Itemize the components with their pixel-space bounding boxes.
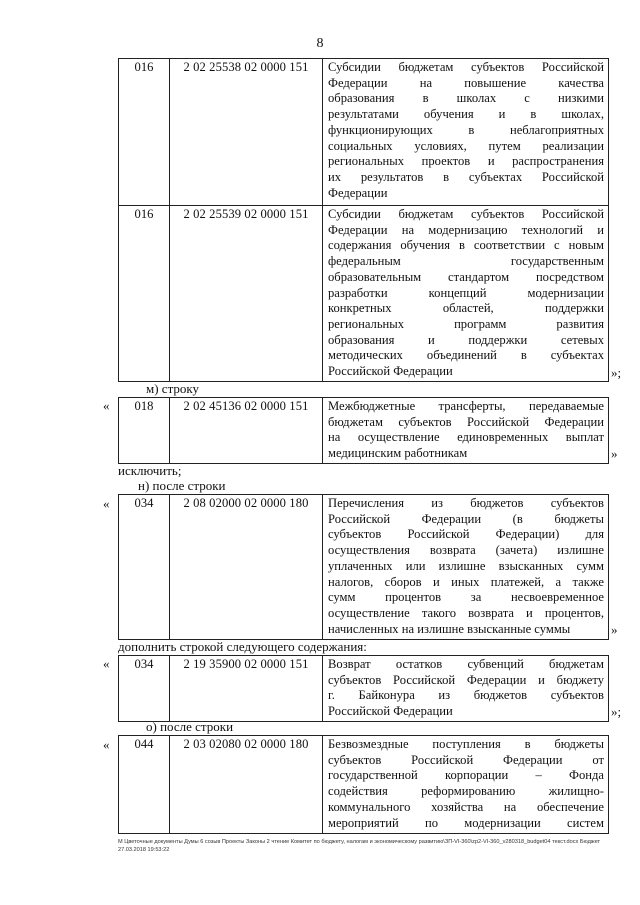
desc-line: их результатов в субъектах Российской: [328, 169, 604, 184]
closing-quote: »: [611, 446, 618, 461]
row-description: [323, 398, 609, 464]
opening-quote: «: [103, 496, 110, 511]
row-description: [323, 656, 609, 722]
desc-line: Субсидии бюджетам субъектов Российской: [328, 60, 604, 74]
row-code: 034: [119, 495, 170, 640]
desc-line: субъектов Российской Федерации) для: [328, 527, 604, 542]
table-row: [118, 58, 609, 382]
desc-line: субъектов Российской Федерации от: [328, 752, 604, 767]
row-code: 016: [119, 59, 170, 206]
page-number: 8: [316, 36, 324, 51]
row-code: 044: [119, 736, 170, 834]
desc-line: содержания обучения в соответствии с новым: [328, 238, 604, 253]
row-kbk: 2 02 25538 02 0000 151: [170, 59, 323, 206]
desc-line: Перечисления из бюджетов субъектов: [328, 496, 604, 510]
desc-line: налогов, сборов и иных платежей, а также: [328, 574, 604, 589]
desc-line: осуществление такого возврата и процентов,: [328, 605, 604, 620]
desc-line: мероприятий по модернизации систем: [328, 815, 604, 830]
table-row: [118, 397, 609, 464]
footer-file-path: М Цветочные документы Думы 6 созыв Проекты Законы 2 чтение Комитет по бюджету, налогам и экономическому развитию\ЗП-VI-360\zp2-VI-360_v280318_budget04 текст.docx Бюджет 27.03.2018 19:53:22: [118, 839, 601, 853]
desc-line: Российской Федерации (в бюджеты: [328, 511, 604, 526]
row-kbk: 2 19 35900 02 0000 151: [170, 656, 323, 722]
desc-line: государственной корпорации – Фонда: [328, 768, 604, 783]
row-code: 016: [119, 206, 170, 382]
desc-line: региональных программ развития: [328, 316, 604, 331]
desc-line: конкретных областей, поддержки: [328, 301, 604, 316]
desc-line: функционирующих в неблагоприятных: [328, 122, 604, 137]
desc-line: Российской Федерации: [328, 704, 453, 719]
opening-quote: «: [103, 737, 110, 752]
desc-line: Субсидии бюджетам субъектов Российской: [328, 207, 604, 221]
desc-line: методических объединений в субъектах: [328, 348, 604, 363]
instruction-add: дополнить строкой следующего содержания:: [118, 639, 367, 654]
desc-line: содействия реформированию жилищно-: [328, 784, 604, 799]
desc-line: Возврат остатков субвенций бюджетам: [328, 657, 604, 671]
desc-line: образования в школах с низкими: [328, 91, 604, 106]
row-description: [323, 59, 609, 206]
desc-line: региональных проектов и распространения: [328, 154, 604, 169]
desc-line: Федерации на повышение качества: [328, 75, 604, 90]
instruction-m: м) строку: [146, 381, 200, 396]
desc-line: медицинским работникам: [328, 446, 468, 461]
desc-line: социальных условиях, путем реализации: [328, 138, 604, 153]
table-row: [118, 655, 609, 722]
row-kbk: 2 03 02080 02 0000 180: [170, 736, 323, 834]
desc-line: сумм процентов за несвоевременное: [328, 590, 604, 605]
row-description: [323, 495, 609, 640]
row-kbk: 2 02 25539 02 0000 151: [170, 206, 323, 382]
opening-quote: «: [103, 656, 110, 671]
desc-line: образовательным стандартом посредством: [328, 269, 604, 284]
row-kbk: 2 08 02000 02 0000 180: [170, 495, 323, 640]
closing-quote: »;: [611, 704, 622, 719]
desc-line: Российской Федерации: [328, 364, 453, 379]
row-code: 034: [119, 656, 170, 722]
desc-line: разработки концепций модернизации: [328, 285, 604, 300]
instruction-exclude: исключить;: [118, 463, 182, 478]
desc-line: Безвозмездные поступления в бюджеты: [328, 737, 604, 751]
desc-line: результатами обучения и в школах,: [328, 107, 604, 122]
desc-line: субъектов Российской Федерации и бюджету: [328, 672, 604, 687]
table-row: [118, 735, 609, 834]
table-row: [118, 494, 609, 640]
desc-line: на осуществление единовременных выплат: [328, 430, 604, 445]
row-description: [323, 736, 609, 834]
desc-line: г. Байконура из бюджетов субъектов: [328, 688, 604, 703]
closing-quote: »;: [611, 365, 622, 380]
desc-line: Федерации: [328, 185, 388, 200]
desc-line: бюджетам субъектов Российской Федерации: [328, 414, 604, 429]
row-kbk: 2 02 45136 02 0000 151: [170, 398, 323, 464]
instruction-o: о) после строки: [146, 719, 234, 734]
desc-line: образования и поддержки сетевых: [328, 332, 604, 347]
desc-line: осуществления возврата (зачета) излишне: [328, 543, 604, 558]
desc-line: Федерации на модернизацию технологий и: [328, 222, 604, 237]
desc-line: коммунального хозяйства на обеспечение: [328, 799, 604, 814]
desc-line: начисленных на излишне взысканные суммы: [328, 621, 571, 636]
desc-line: федеральным государственным: [328, 254, 604, 269]
instruction-n: н) после строки: [138, 478, 226, 493]
row-description: [323, 206, 609, 382]
desc-line: уплаченных или излишне взысканных сумм: [328, 558, 604, 573]
closing-quote: »: [611, 622, 618, 637]
opening-quote: «: [103, 398, 110, 413]
desc-line: Межбюджетные трансферты, передаваемые: [328, 399, 604, 413]
row-code: 018: [119, 398, 170, 464]
